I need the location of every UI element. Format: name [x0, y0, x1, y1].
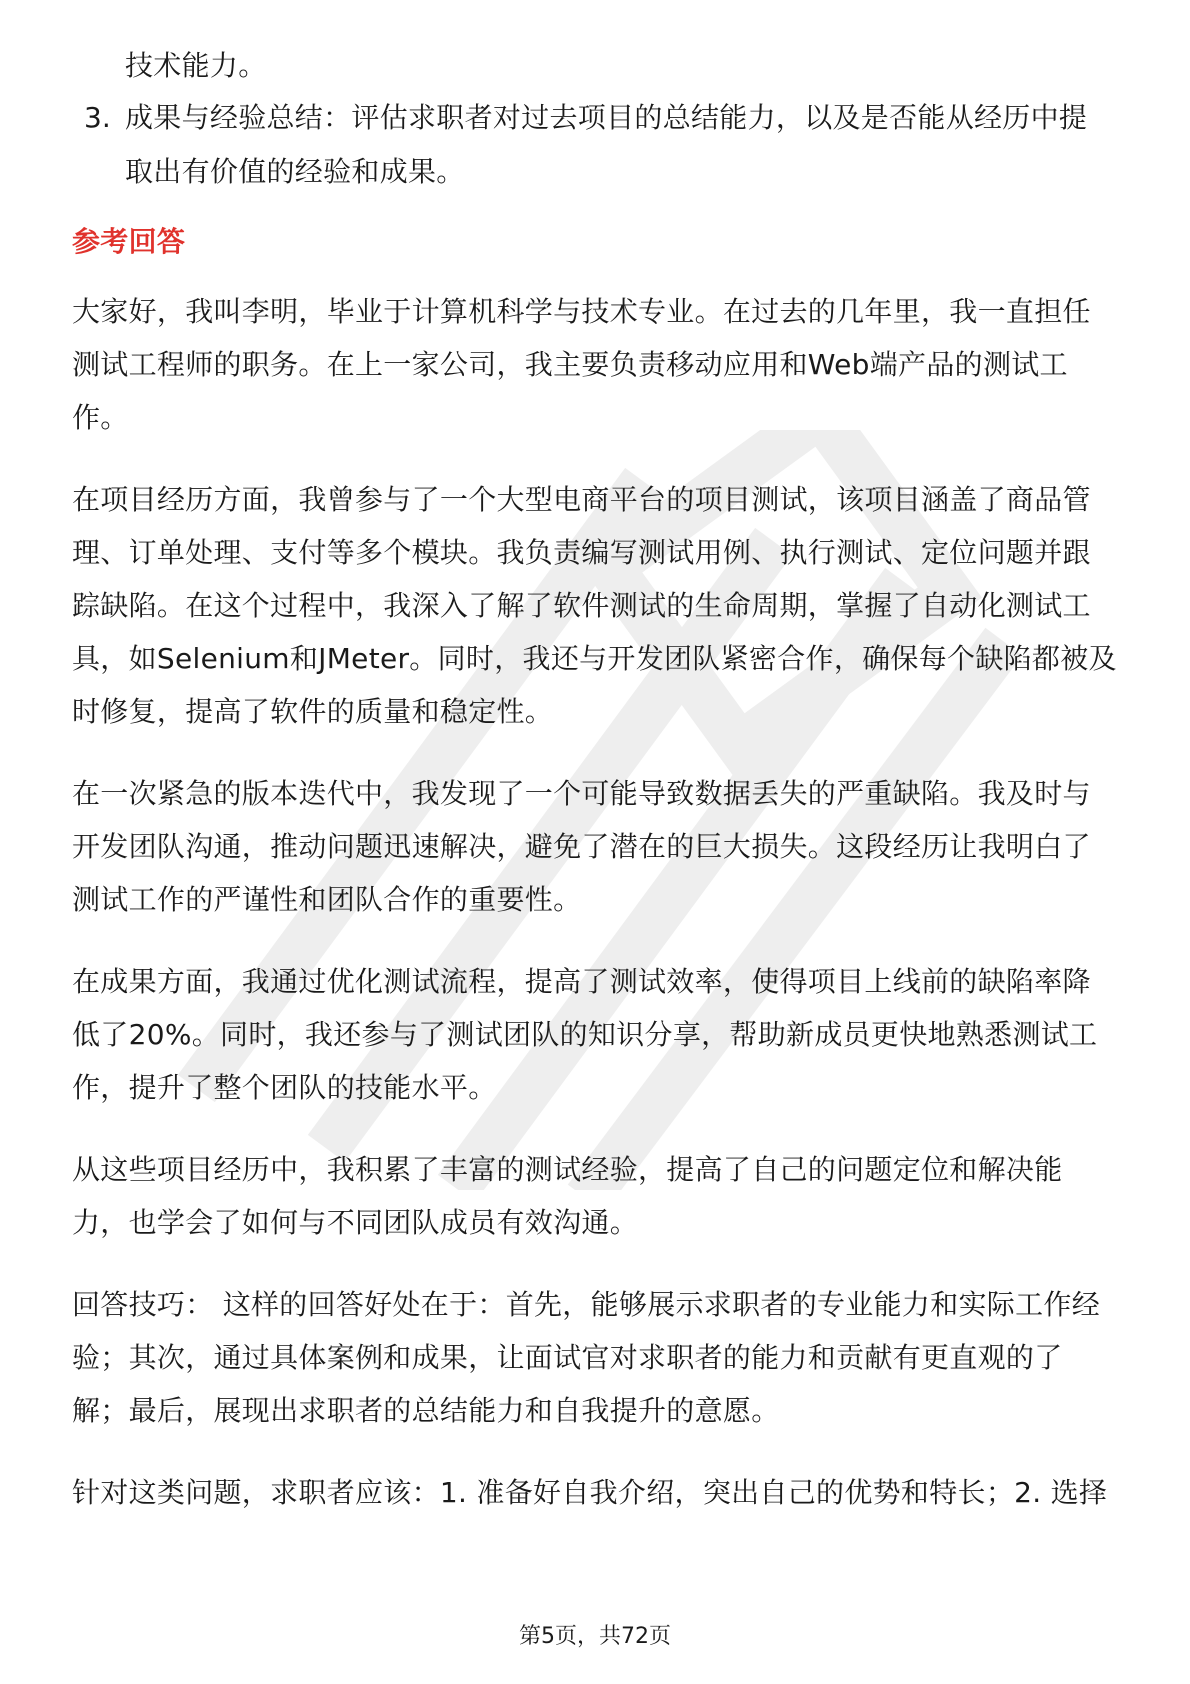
page-footer: 第5页，共72页: [519, 1624, 671, 1649]
paragraph-1-line-2: 测试工程师的职务。在上一家公司，我主要负责移动应用和Web端产品的测试工: [72, 348, 1068, 381]
paragraph-7-line-1: 针对这类问题，求职者应该：1. 准备好自我介绍，突出自己的优势和特长；2. 选择: [72, 1476, 1108, 1509]
paragraph-2-line-1: 在项目经历方面，我曾参与了一个大型电商平台的项目测试，该项目涵盖了商品管: [72, 483, 1091, 516]
list-item-3-number: 3.: [84, 101, 111, 134]
paragraph-6-line-3: 解；最后，展现出求职者的总结能力和自我提升的意愿。: [72, 1394, 780, 1427]
paragraph-3-line-1: 在一次紧急的版本迭代中，我发现了一个可能导致数据丢失的严重缺陷。我及时与: [72, 777, 1091, 810]
paragraph-5-line-2: 力，也学会了如何与不同团队成员有效沟通。: [72, 1206, 639, 1239]
paragraph-2-line-5: 时修复，提高了软件的质量和稳定性。: [72, 695, 554, 728]
paragraph-1-line-1: 大家好，我叫李明，毕业于计算机科学与技术专业。在过去的几年里，我一直担任: [72, 295, 1091, 328]
paragraph-3-line-2: 开发团队沟通，推动问题迅速解决，避免了潜在的巨大损失。这段经历让我明白了: [72, 830, 1091, 863]
paragraph-6-line-1: 回答技巧： 这样的回答好处在于：首先，能够展示求职者的专业能力和实际工作经: [72, 1288, 1101, 1321]
list-item-3-line-2: 取出有价值的经验和成果。: [125, 155, 465, 188]
paragraph-4-line-2: 低了20%。同时，我还参与了测试团队的知识分享，帮助新成员更快地熟悉测试工: [72, 1018, 1098, 1051]
paragraph-2-line-4: 具，如Selenium和JMeter。同时，我还与开发团队紧密合作，确保每个缺陷都被及: [72, 642, 1117, 675]
paragraph-3-line-3: 测试工作的严谨性和团队合作的重要性。: [72, 883, 582, 916]
list-item-3-line-1: 成果与经验总结：评估求职者对过去项目的总结能力，以及是否能从经历中提: [125, 101, 1088, 134]
paragraph-5-line-1: 从这些项目经历中，我积累了丰富的测试经验，提高了自己的问题定位和解决能: [72, 1153, 1063, 1186]
section-heading: 参考回答: [72, 225, 186, 258]
paragraph-2-line-2: 理、订单处理、支付等多个模块。我负责编写测试用例、执行测试、定位问题并跟: [72, 536, 1091, 569]
paragraph-2-line-3: 踪缺陷。在这个过程中，我深入了解了软件测试的生命周期，掌握了自动化测试工: [72, 589, 1091, 622]
paragraph-4-line-1: 在成果方面，我通过优化测试流程，提高了测试效率，使得项目上线前的缺陷率降: [72, 965, 1091, 998]
paragraph-4-line-3: 作，提升了整个团队的技能水平。: [72, 1071, 497, 1104]
paragraph-6-line-2: 验；其次，通过具体案例和成果，让面试官对求职者的能力和贡献有更直观的了: [72, 1341, 1063, 1374]
list-item-2-tail: 技术能力。: [125, 49, 267, 82]
paragraph-1-line-3: 作。: [72, 401, 129, 434]
